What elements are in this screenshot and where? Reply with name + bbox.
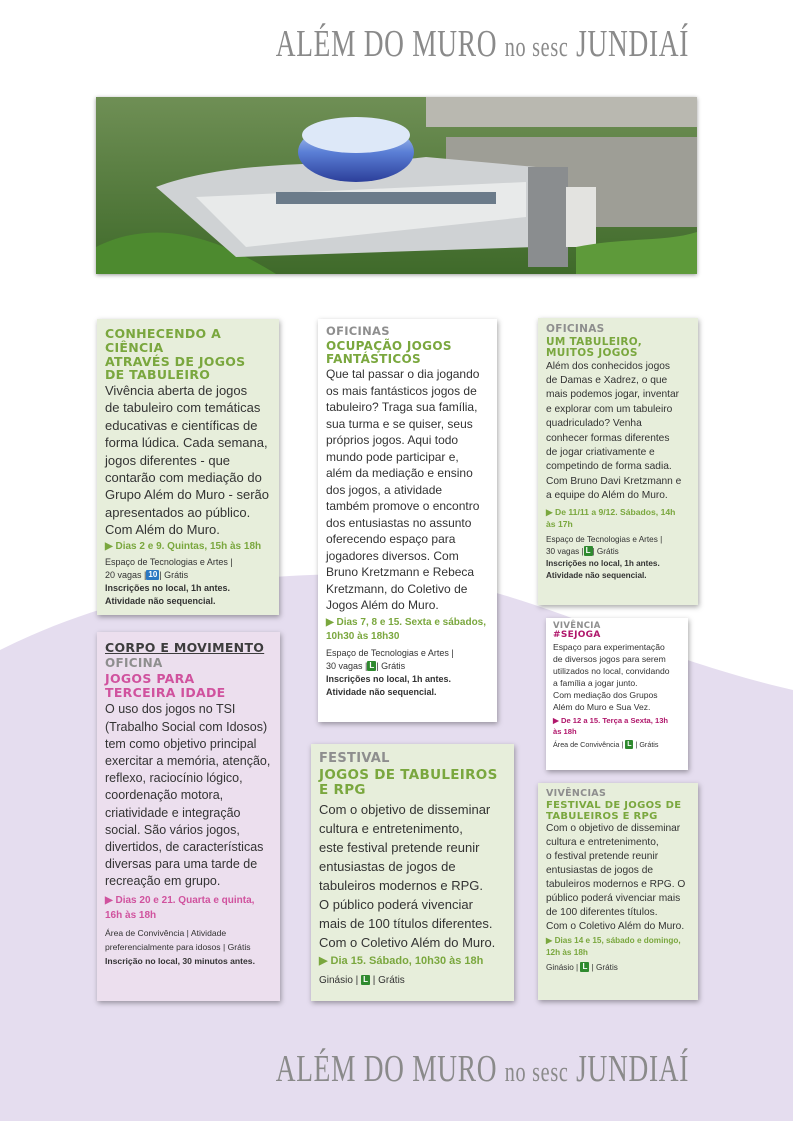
card-schedule: ▶ Dias 7, 8 e 15. Sexta e sábados, 10h30 às 18h30 xyxy=(326,616,487,642)
play-icon: ▶ xyxy=(105,894,113,906)
card-description: Espaço para experimentação de diversos jogos para serem utilizados no local, convidando a família a jogar junto. Com mediação dos Grupos Além do Muro e Sua Vez. xyxy=(553,642,670,713)
card-um-tabuleiro xyxy=(538,318,698,605)
card-meta: Área de Convivência | Atividade preferencialmente para idosos | Grátis Inscrição no local, 30 minutos antes. xyxy=(105,927,255,966)
card-meta: Espaço de Tecnologias e Artes | 20 vagas | 10 | Grátis Inscrições no local, 1h antes. Atividade não sequencial. xyxy=(105,556,233,606)
age-rating-icon: L xyxy=(627,741,632,749)
card-category: VIVÊNCIA xyxy=(553,621,601,631)
card-title: CONHECENDO A CIÊNCIA ATRAVÉS DE JOGOS DE TABULEIRO xyxy=(105,326,246,383)
section-heading: CORPO E MOVIMENTO xyxy=(105,640,265,655)
card-description: Que tal passar o dia jogando os mais fantásticos jogos de tabuleiro? Traga sua família, sua turma e se quiser, seus próprios jogos. Aqui todo mundo pode participar e, além da mediação e ensino dos jogos, a atividade também promove o encontro dos entusiastas no assunto oferecendo espaço para jogadores diversos. Com Bruno Kretzmann e Rebeca Kretzmann, do Coletivo de Jogos Além do Muro. xyxy=(326,367,480,613)
footer-title: ALÉM DO MURO no sesc JUNDIAÍ xyxy=(275,1048,689,1090)
card-title: UM TABULEIRO, MUITOS JOGOS xyxy=(546,335,643,360)
card-schedule: ▶ De 12 a 15. Terça a Sexta, 13h às 18h xyxy=(553,716,669,737)
card-category: OFICINA xyxy=(105,655,163,670)
card-title: #SEJOGA xyxy=(553,630,601,641)
page-title: ALÉM DO MURO no sesc JUNDIAÍ xyxy=(275,23,689,65)
card-festival-jogos xyxy=(311,744,514,1001)
play-icon: ▶ xyxy=(105,540,113,552)
play-icon: ▶ xyxy=(326,616,334,628)
card-description: O uso dos jogos no TSI (Trabalho Social com Idosos) tem como objetivo principal exercitar a memória, atenção, reflexo, raciocínio lógico, coordenação motora, criatividade e integração social. São vários jogos, divertidos, de características diversas para uma tarde de recreação em grupo. xyxy=(105,702,271,889)
play-icon: ▶ xyxy=(553,716,559,726)
card-title: FESTIVAL DE JOGOS DE TABULEIROS E RPG xyxy=(546,800,682,823)
card-meta: Espaço de Tecnologias e Artes | 30 vagas | L | Grátis Inscrições no local, 1h antes. Atividade não sequencial. xyxy=(546,534,663,580)
age-rating-icon: L xyxy=(363,974,368,984)
card-ocupacao-jogos xyxy=(318,319,497,722)
play-icon: ▶ xyxy=(319,954,328,967)
card-schedule: ▶ Dias 2 e 9. Quintas, 15h às 18h xyxy=(105,540,262,552)
card-category: OFICINAS xyxy=(326,324,390,338)
card-description: Com o objetivo de disseminar cultura e entretenimento, o festival pretende reunir entusiastas de jogos de tabuleiros modernos e RPG. O público poderá vivenciar mais de 100 diferentes títulos. Com o Coletivo Além do Muro. xyxy=(546,823,686,933)
card-description: Além dos conhecidos jogos de Damas e Xadrez, o que mais podemos jogar, inventar e explorar com um tabuleiro quadriculado? Venha conhecer formas diferentes de jogar criativamente e competindo de forma sadia. Com Bruno Davi Kretzmann e a equipe do Além do Muro. xyxy=(546,360,682,502)
card-category: VIVÊNCIAS xyxy=(546,788,607,799)
card-meta: Ginásio | L | Grátis xyxy=(546,962,618,973)
card-conhecendo-ciencia xyxy=(97,319,279,615)
card-schedule: ▶ Dias 20 e 21. Quarta e quinta, 16h às 18h xyxy=(105,894,255,921)
card-corpo-movimento xyxy=(97,632,280,1001)
play-icon: ▶ xyxy=(546,936,553,946)
card-title: JOGOS DE TABULEIROS E RPG xyxy=(319,767,498,799)
card-meta: Ginásio | L | Grátis xyxy=(319,974,405,986)
building-photo xyxy=(96,97,697,274)
card-description: Com o objetivo de disseminar cultura e entretenimento, este festival pretende reunir entusiastas de jogos de tabuleiros modernos e RPG. O público poderá vivenciar mais de 100 títulos diferentes. Com o Coletivo Além do Muro. xyxy=(319,801,496,950)
card-sejoga xyxy=(546,618,688,770)
card-vivencias-festival xyxy=(538,783,698,1000)
age-rating-icon: L xyxy=(585,545,591,555)
card-schedule: ▶ Dia 15. Sábado, 10h30 às 18h xyxy=(319,953,506,970)
card-title: OCUPAÇÃO JOGOS FANTÁSTICOS xyxy=(326,338,452,366)
age-rating-icon: L xyxy=(369,660,375,670)
card-schedule: ▶ De 11/11 a 9/12. Sábados, 14h às 17h xyxy=(546,506,676,530)
card-description: Vivência aberta de jogos de tabuleiro com temáticas educativas e científicas de forma lúdica. Cada semana, jogos diferentes - que contarão com mediação do Grupo Além do Muro - serão apresentados ao público. Com Além do Muro. xyxy=(105,383,270,538)
card-category: OFICINAS xyxy=(546,323,605,335)
age-rating-icon: 10 xyxy=(148,569,158,579)
card-category: FESTIVAL xyxy=(319,751,390,766)
card-meta: Espaço de Tecnologias e Artes | 30 vagas | L | Grátis Inscrições no local, 1h antes. Atividade não sequencial. xyxy=(326,647,454,697)
play-icon: ▶ xyxy=(546,506,553,517)
card-title: JOGOS PARA TERCEIRA IDADE xyxy=(105,670,226,700)
card-meta: Área de Convivência | L | Grátis xyxy=(553,740,659,750)
age-rating-icon: L xyxy=(582,962,588,972)
card-schedule: ▶ Dias 14 e 15, sábado e domingo, 12h às 18h xyxy=(546,936,681,958)
